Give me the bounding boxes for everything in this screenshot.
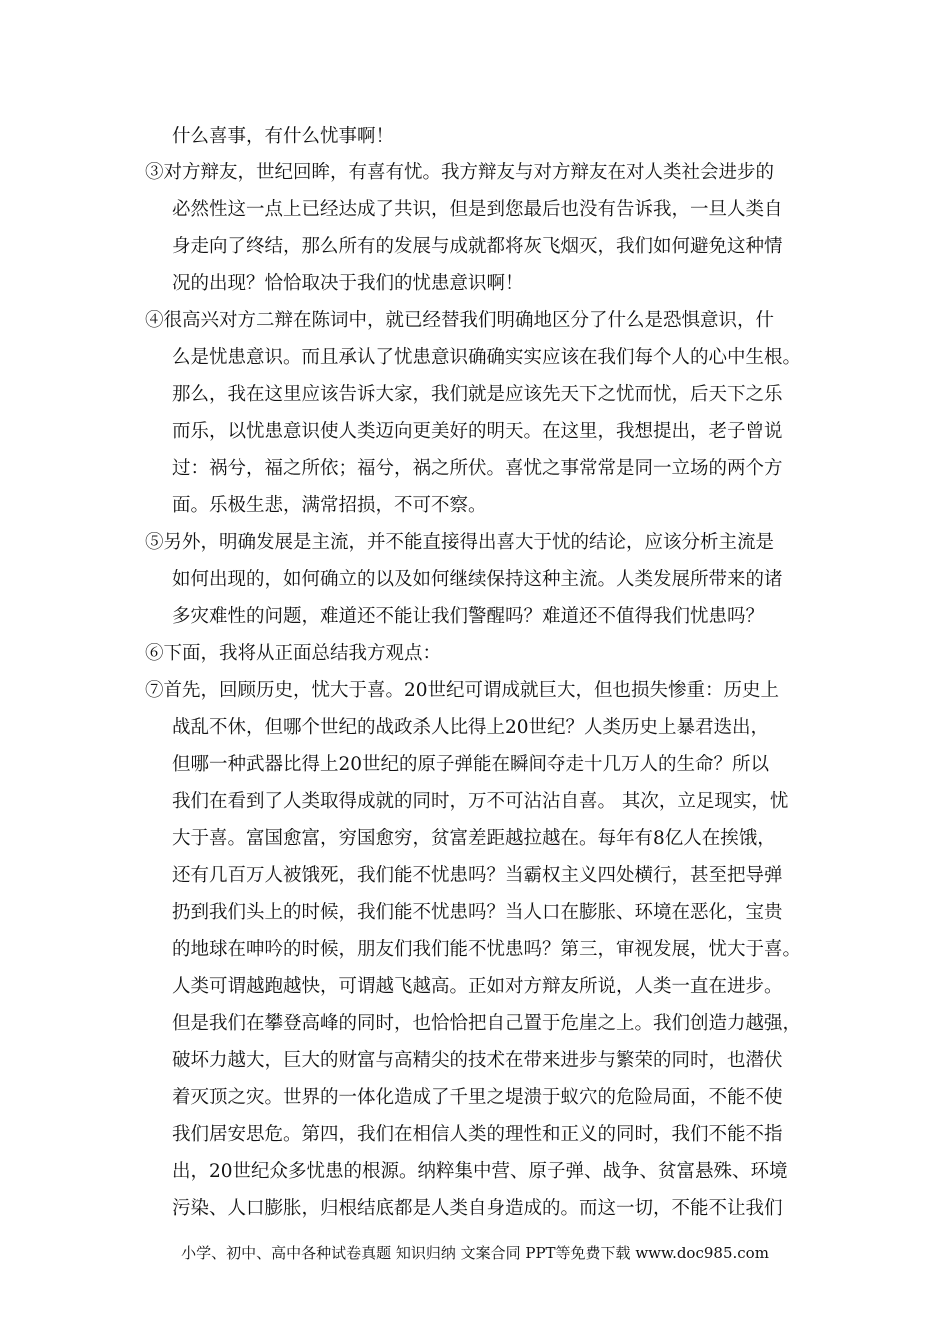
text-line: 我们在看到了人类取得成就的同时，万不可沾沾自喜。 其次，立足现实，忧 <box>172 791 789 812</box>
text-line: 什么喜事，有什么忧事啊！ <box>172 126 395 147</box>
text-line: 我们居安思危。第四，我们在相信人类的理性和正义的同时，我们不能不指 <box>172 1124 783 1145</box>
text-line: 多灾难性的问题，难道还不能让我们警醒吗？难道还不值得我们忧患吗？ <box>172 606 765 627</box>
text-line: 必然性这一点上已经达成了共识，但是到您最后也没有告诉我，一旦人类自 <box>172 199 783 220</box>
text-line: 污染、人口膨胀，归根结底都是人类自身造成的。而这一切，不能不让我们 <box>172 1198 783 1219</box>
text-line: 况的出现？恰恰取决于我们的忧患意识啊！ <box>172 273 524 294</box>
text-line: 出，20世纪众多忧患的根源。纳粹集中营、原子弹、战争、贫富悬殊、环境 <box>172 1161 788 1182</box>
text-line: 但是我们在攀登高峰的同时，也恰恰把自己置于危崖之上。我们创造力越强， <box>172 1013 802 1034</box>
text-line: ⑤另外，明确发展是主流，并不能直接得出喜大于忧的结论，应该分析主流是 <box>145 532 775 553</box>
text-line: ③对方辩友，世纪回眸，有喜有忧。我方辩友与对方辩友在对人类社会进步的 <box>145 162 775 183</box>
text-line: 面。乐极生悲，满常招损，不可不察。 <box>172 495 487 516</box>
text-line: ④很高兴对方二辩在陈词中，就已经替我们明确地区分了什么是恐惧意识，什 <box>145 310 775 331</box>
text-line: ⑦首先，回顾历史，忧大于喜。20世纪可谓成就巨大，但也损失惨重：历史上 <box>145 680 780 701</box>
text-line: 着灭顶之灾。世界的一体化造成了千里之堤溃于蚁穴的危险局面，不能不使 <box>172 1087 783 1108</box>
text-line: 而乐，以忧患意识使人类迈向更美好的明天。在这里，我想提出，老子曾说 <box>172 421 783 442</box>
text-line: 那么，我在这里应该告诉大家，我们就是应该先天下之忧而忧，后天下之乐 <box>172 384 783 405</box>
page-footer: 小学、初中、高中各种试卷真题 知识归纳 文案合同 PPT等免费下载 www.doc985.com <box>181 1244 769 1262</box>
text-line: 人类可谓越跑越快，可谓越飞越高。正如对方辩友所说，人类一直在进步。 <box>172 976 783 997</box>
text-line: 战乱不休，但哪个世纪的战政杀人比得上20世纪？人类历史上暴君迭出， <box>172 717 770 738</box>
text-line: 过：祸兮，福之所依；福兮，祸之所伏。喜忧之事常常是同一立场的两个方 <box>172 458 783 479</box>
text-line: 破坏力越大，巨大的财富与高精尖的技术在带来进步与繁荣的同时，也潜伏 <box>172 1050 783 1071</box>
text-line: 么是忧患意识。而且承认了忧患意识确确实实应该在我们每个人的心中生根。 <box>172 347 802 368</box>
text-line: 如何出现的，如何确立的以及如何继续保持这种主流。人类发展所带来的诸 <box>172 569 783 590</box>
text-line: ⑥下面，我将从正面总结我方观点： <box>145 643 442 664</box>
text-line: 但哪一种武器比得上20世纪的原子弹能在瞬间夺走十几万人的生命？所以 <box>172 754 770 775</box>
text-line: 还有几百万人被饿死，我们能不忧患吗？当霸权主义四处横行，甚至把导弹 <box>172 865 783 886</box>
text-line: 大于喜。富国愈富，穷国愈穷，贫富差距越拉越在。每年有8亿人在挨饿， <box>172 828 776 849</box>
text-line: 身走向了终结，那么所有的发展与成就都将灰飞烟灭，我们如何避免这种情 <box>172 236 783 257</box>
text-line: 的地球在呻吟的时候，朋友们我们能不忧患吗？第三，审视发展，忧大于喜。 <box>172 939 802 960</box>
text-line: 扔到我们头上的时候，我们能不忧患吗？当人口在膨胀、环境在恶化，宝贵 <box>172 902 783 923</box>
